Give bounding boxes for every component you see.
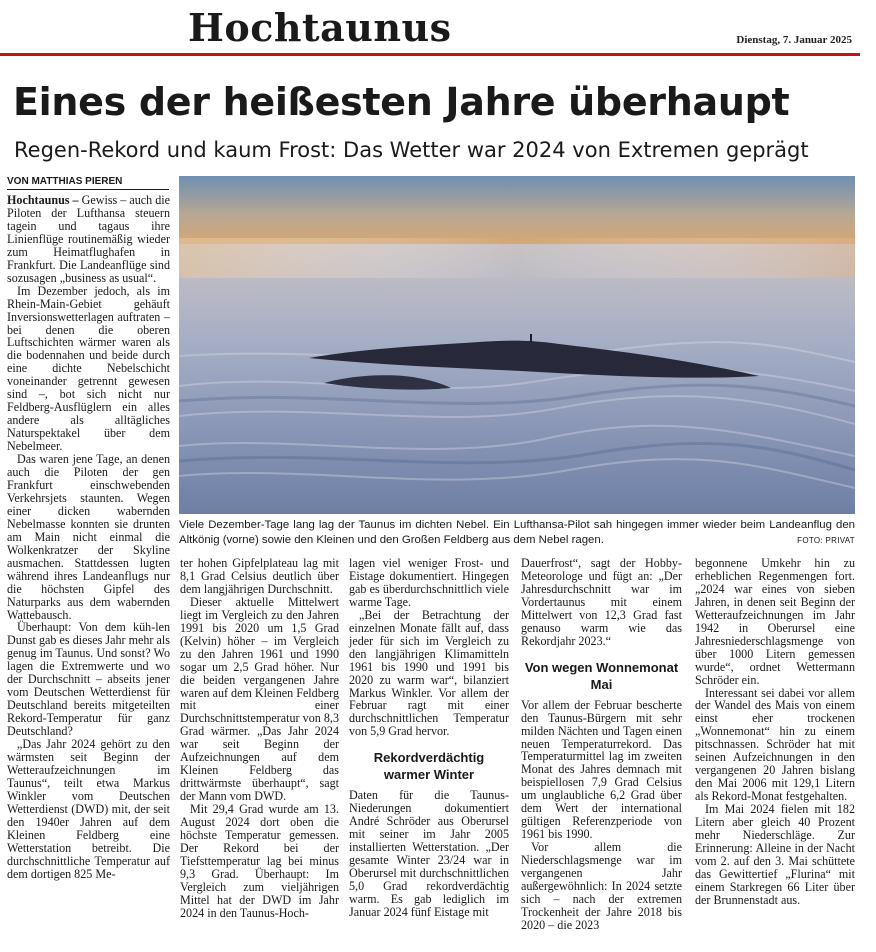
section-title: Hochtaunus	[188, 5, 452, 50]
paragraph: Im Dezember jedoch, als im Rhein-Main-Gebiet gehäuft Inversionswetterlagen auftraten – bei denen die oberen Luftschichten wärmer waren als die bodennahen und beide durch eine dichte Nebelschicht voneinander getrennt gewesen sind –, bot sich nicht nur Feldberg-Ausflüglern ein alles andere als alltägliches Naturspektakel über dem Nebelmeer.	[7, 283, 170, 454]
dateline: Hochtaunus –	[7, 193, 79, 207]
paragraph: Dieser aktuelle Mittelwert liegt im Vergleich zu den Jahren 1991 bis 2020 um 1,5 Grad (Kelvin) höher – im Vergleich zu den Jahren 1961 und 1990 sogar um 2,5 Grad höher. Nur die beiden vergangenen Jahre waren auf dem Kleinen Feldberg mit einer Durchschnittstemperatur von 8,3 Grad wärmer. „Das Jahr 2024 war seit Beginn der Aufzeichnungen auf dem Kleinen Feldberg das drittwärmste überhaupt“, sagt der Mann vom DWD.	[180, 594, 339, 804]
paragraph: begonnene Umkehr hin zu erheblichen Regenmengen fort. „2024 war eines von sieben Jahren, in denen seit Beginn der Wetteraufzeichnungen im Jahr 1942 in Oberursel eine Jahresniederschlagsmenge von über 1000 Litern gemessen wurde“, ordnet Wettermann Schröder ein.	[695, 556, 855, 687]
text-column-5	[695, 557, 855, 907]
paragraph: „Bei der Betrachtung der einzelnen Monate fällt auf, dass jeder für sich im Vergleich zu den langjährigen Klimamitteln 1961 bis 1990 und 1991 bis 2020 zu warm war“, bilanziert Markus Winkler. Vor allem der Februar ragt mit einer durchschnittlichen Temperatur von 5,9 Grad hervor.	[349, 607, 509, 739]
paragraph: ter hohen Gipfelplateau lag mit 8,1 Grad Celsius deutlich über dem langjährigen Durchschnitt.	[180, 556, 339, 596]
text-column-2	[180, 557, 339, 920]
subheading-warm-winter: Rekordverdächtig warmer Winter	[373, 750, 485, 783]
paragraph	[7, 194, 170, 285]
paragraph: Überhaupt: Von dem küh-len Dunst gab es dieses Jahr mehr als genug im Taunus. Und sonst? Wo lagen die Extremwerte und wo der Durchschnitt – abseits jener vom Deutschen Wetterdienst für Deutschland bereits mitgeteilten Rekord-Temperatur für ganz Deutschland?	[7, 620, 170, 739]
paragraph: „Das Jahr 2024 gehört zu den wärmsten seit Beginn der Wetteraufzeichnungen im Taunus“, teilt etwa Markus Winkler vom Deutschen Wetterdienst (DWD) mit, der seit den 1940er Jahren auf dem Kleinen Feldberg eine Wetterstation betreibt. Die durchschnittliche Temperatur auf dem dortigen 825 Me-	[7, 737, 170, 881]
fog-photo	[179, 176, 855, 514]
paragraph: lagen viel weniger Frost- und Eistage dokumentiert. Hingegen gab es überdurchschnittlich viele warme Tage.	[349, 556, 509, 609]
byline-rule	[7, 189, 169, 190]
article-subheadline: Regen-Rekord und kaum Frost: Das Wetter war 2024 von Extremen geprägt	[14, 138, 809, 162]
photo-credit: FOTO: PRIVAT	[797, 536, 855, 545]
masthead	[0, 0, 876, 58]
article-headline: Eines der heißesten Jahre überhaupt	[13, 80, 790, 124]
text-column-1	[7, 194, 170, 881]
paragraph: Vor allem der Februar bescherte den Taunus-Bürgern mit sehr milden Nächten und Tagen einen neuen Temperaturrekord. Das Temperaturmittel lag im zweiten Monat des Jahres demnach mit beispiellosen 7,9 Grad Celsius um unglaubliche 6,2 Grad über dem Wert der international gültigen Referenzperiode von 1961 bis 1990.	[521, 697, 682, 842]
paragraph-text: Gewiss – auch die Piloten der Lufthansa steuern tagein und tagaus ihre Linienflüge routinemäßig wieder zum Heimatflughafen in Frankfurt. Die Landeanflüge sind sozusagen „business as usual“.	[7, 193, 170, 285]
fog-sea-image	[179, 176, 855, 514]
masthead-rule	[0, 53, 860, 56]
paragraph: Interessant sei dabei vor allem der Wandel des Mais von einem einst eher trockenen „Wonnemonat“ hin zu einem pitschnassen. Schröder hat mit seinen Aufzeichnungen in den vergangenen 20 Jahren bislang den Mai 2006 mit 129,1 Litern als Rekord-Monat festgehalten.	[695, 685, 855, 804]
paragraph: Das waren jene Tage, an denen auch die Piloten der gen Frankfurt einschwebenden Verkehrsjets staunten. Wegen einer dicken wabernden Nebelmasse konnten sie drunten am Main nicht einmal die Wolkenkratzer der Skyline ausmachen. Stattdessen lugten während ihres Landeanflugs nur die höchsten Gipfel des Naturparks aus dem wabernden Wattebausch.	[7, 452, 170, 622]
text-column-3	[349, 557, 509, 919]
article-byline: VON MATTHIAS PIEREN	[7, 176, 123, 187]
issue-date: Dienstag, 7. Januar 2025	[736, 34, 852, 46]
paragraph: Daten für die Taunus-Niederungen dokumentiert André Schröder aus Oberursel mit seiner im Jahr 2005 installierten Wetterstation. „Der gesamte Winter 23/24 war in Oberursel mit durchschnittlichen 5,0 Grad rekordverdächtig warm. Es gab lediglich im Januar 2024 fünf Eistage mit	[349, 788, 509, 919]
paragraph: Vor allem die Niederschlagsmenge war im vergangenen Jahr außergewöhnlich: In 2024 setzte sich – nach der extremen Trockenheit der Jahre 2018 bis 2020 – die 2023	[521, 840, 682, 932]
paragraph: Im Mai 2024 fielen mit 182 Litern aber gleich 40 Prozent mehr Niederschläge. Zur Erinnerung: Alleine in der Nacht vom 2. auf den 3. Mai schüttete das Gewittertief „Flurina“ mit einem Starkregen 66 Liter über der Brunnenstadt aus.	[695, 802, 855, 907]
photo-caption: Viele Dezember-Tage lang lag der Taunus im dichten Nebel. Ein Lufthansa-Pilot sah hingegen immer wieder beim Landeanflug den Altkönig (vorne) sowie den Kleinen und den Großen Feldberg aus dem Nebel ragen.	[179, 519, 855, 546]
subheading-wonnemonat: Von wegen Wonnemonat Mai	[524, 659, 679, 692]
text-column-4	[521, 557, 682, 932]
paragraph: Dauerfrost“, sagt der Hobby-Meteorologe und fügt an: „Der Jahresdurchschnitt war im Vordertaunus mit einem Mittelwert von 12,3 Grad fast genauso warm wie das Rekordjahr 2023.“	[521, 556, 682, 648]
paragraph: Mit 29,4 Grad wurde am 13. August 2024 dort oben die höchste Temperatur gemessen. Der Rekord bei der Tiefsttemperatur lag bei minus 9,3 Grad. Überhaupt: Im Vergleich zum vieljährigen Mittel hat der DWD im Jahr 2024 in den Taunus-Hoch-	[180, 802, 339, 920]
